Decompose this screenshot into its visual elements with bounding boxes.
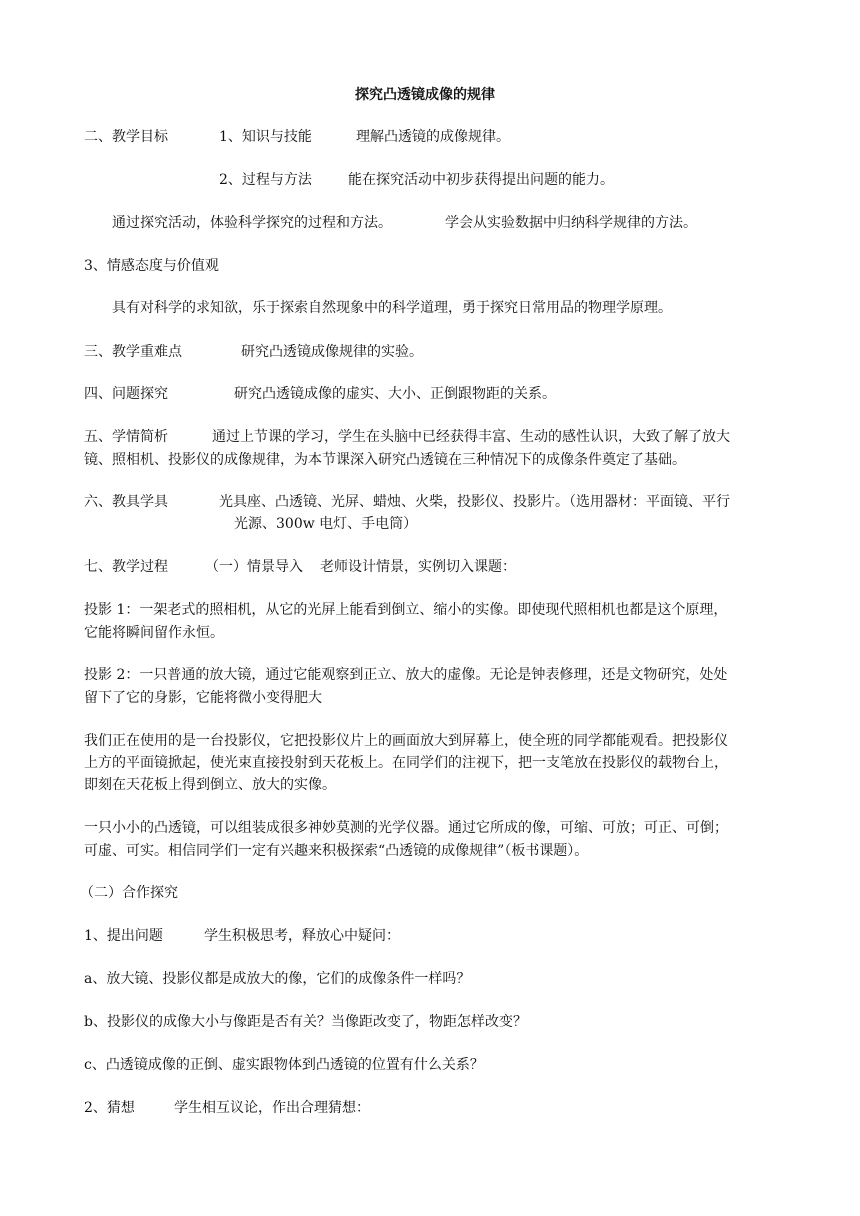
projection1-line1: 投影 1：一架老式的照相机，从它的光屏上能看到倒立、缩小的实像。即使现代照相机也都是这个原理， xyxy=(84,602,728,618)
process-goal-b: 学会从实验数据中归纳科学规律的方法。 xyxy=(445,215,697,231)
inquiry-text: 研究凸透镜成像的虚实、大小、正倒跟物距的关系。 xyxy=(234,386,556,402)
question-a: a、放大镜、投影仪都是成放大的像，它们的成像条件一样吗？ xyxy=(84,971,471,987)
projector-line2: 上方的平面镜掀起，使光束直接投射到天花板上。在同学们的注视下，把一支笔放在投影仪的载物台上， xyxy=(84,755,728,771)
guess-label: 2、猜想 xyxy=(84,1100,135,1116)
process-goal-a: 通过探究活动，体验科学探究的过程和方法。 xyxy=(112,215,392,231)
guess-text: 学生相互议论，作出合理猜想： xyxy=(174,1100,370,1116)
analysis-line1: 通过上节课的学习，学生在头脑中已经获得丰富、生动的感性认识，大致了解了放大 xyxy=(212,429,730,445)
inquiry-heading: 四、问题探究 xyxy=(84,386,168,402)
process-step1: （一）情景导入 xyxy=(205,559,303,575)
question-c: c、凸透镜成像的正倒、虚实跟物体到凸透镜的位置有什么关系？ xyxy=(84,1057,484,1073)
tools-heading: 六、教具学具 xyxy=(84,494,168,510)
goal2-label: 2、过程与方法 xyxy=(219,172,312,188)
projector-line1: 我们正在使用的是一台投影仪，它把投影仪片上的画面放大到屏幕上，使全班的同学都能观看。把投影仪 xyxy=(84,733,728,749)
question-b: b、投影仪的成像大小与像距是否有关？当像距改变了，物距怎样改变？ xyxy=(84,1014,527,1030)
goal1-text: 理解凸透镜的成像规律。 xyxy=(356,129,510,145)
projector-line3: 即刻在天花板上得到倒立、放大的实像。 xyxy=(84,777,336,793)
goal1-label: 1、知识与技能 xyxy=(219,129,312,145)
projection1-line2: 它能将瞬间留作永恒。 xyxy=(84,625,224,641)
lens-line1: 一只小小的凸透镜，可以组装成很多神妙莫测的光学仪器。通过它所成的像，可缩、可放；可正、可倒； xyxy=(84,820,728,836)
process-step1-text: 老师设计情景，实例切入课题： xyxy=(320,559,516,575)
goal3-text: 具有对科学的求知欲，乐于探索自然现象中的科学道理，勇于探究日常用品的物理学原理。 xyxy=(112,300,672,316)
question-text: 学生积极思考，释放心中疑问： xyxy=(204,928,400,944)
projection2-line2: 留下了它的身影，它能将微小变得肥大 xyxy=(84,690,322,706)
analysis-heading: 五、学情简析 xyxy=(84,429,168,445)
goal3-label: 3、情感态度与价值观 xyxy=(84,258,219,274)
tools-line1: 光具座、凸透镜、光屏、蜡烛、火柴，投影仪、投影片。（选用器材：平面镜、平行 xyxy=(219,494,730,510)
projection2-line1: 投影 2：一只普通的放大镜，通过它能观察到正立、放大的虚像。无论是钟表修理，还是文物研究，处处 xyxy=(84,667,728,683)
lens-line2: 可虚、可实。相信同学们一定有兴趣来积极探索“凸透镜的成像规律”（板书课题）。 xyxy=(84,843,589,859)
key-points-text: 研究凸透镜成像规律的实验。 xyxy=(241,344,423,360)
key-points-heading: 三、教学重难点 xyxy=(84,344,182,360)
process-heading: 七、教学过程 xyxy=(84,559,168,575)
tools-line2: 光源、300w 电灯、手电筒） xyxy=(234,516,418,532)
question-label: 1、提出问题 xyxy=(84,928,163,944)
cooperate-heading: （二）合作探究 xyxy=(80,885,178,901)
analysis-line2: 镜、照相机、投影仪的成像规律，为本节课深入研究凸透镜在三种情况下的成像条件奠定了基础。 xyxy=(84,452,686,468)
document-title: 探究凸透镜成像的规律 xyxy=(355,87,495,103)
goals-heading: 二、教学目标 xyxy=(84,129,168,145)
goal2-text: 能在探究活动中初步获得提出问题的能力。 xyxy=(348,172,614,188)
